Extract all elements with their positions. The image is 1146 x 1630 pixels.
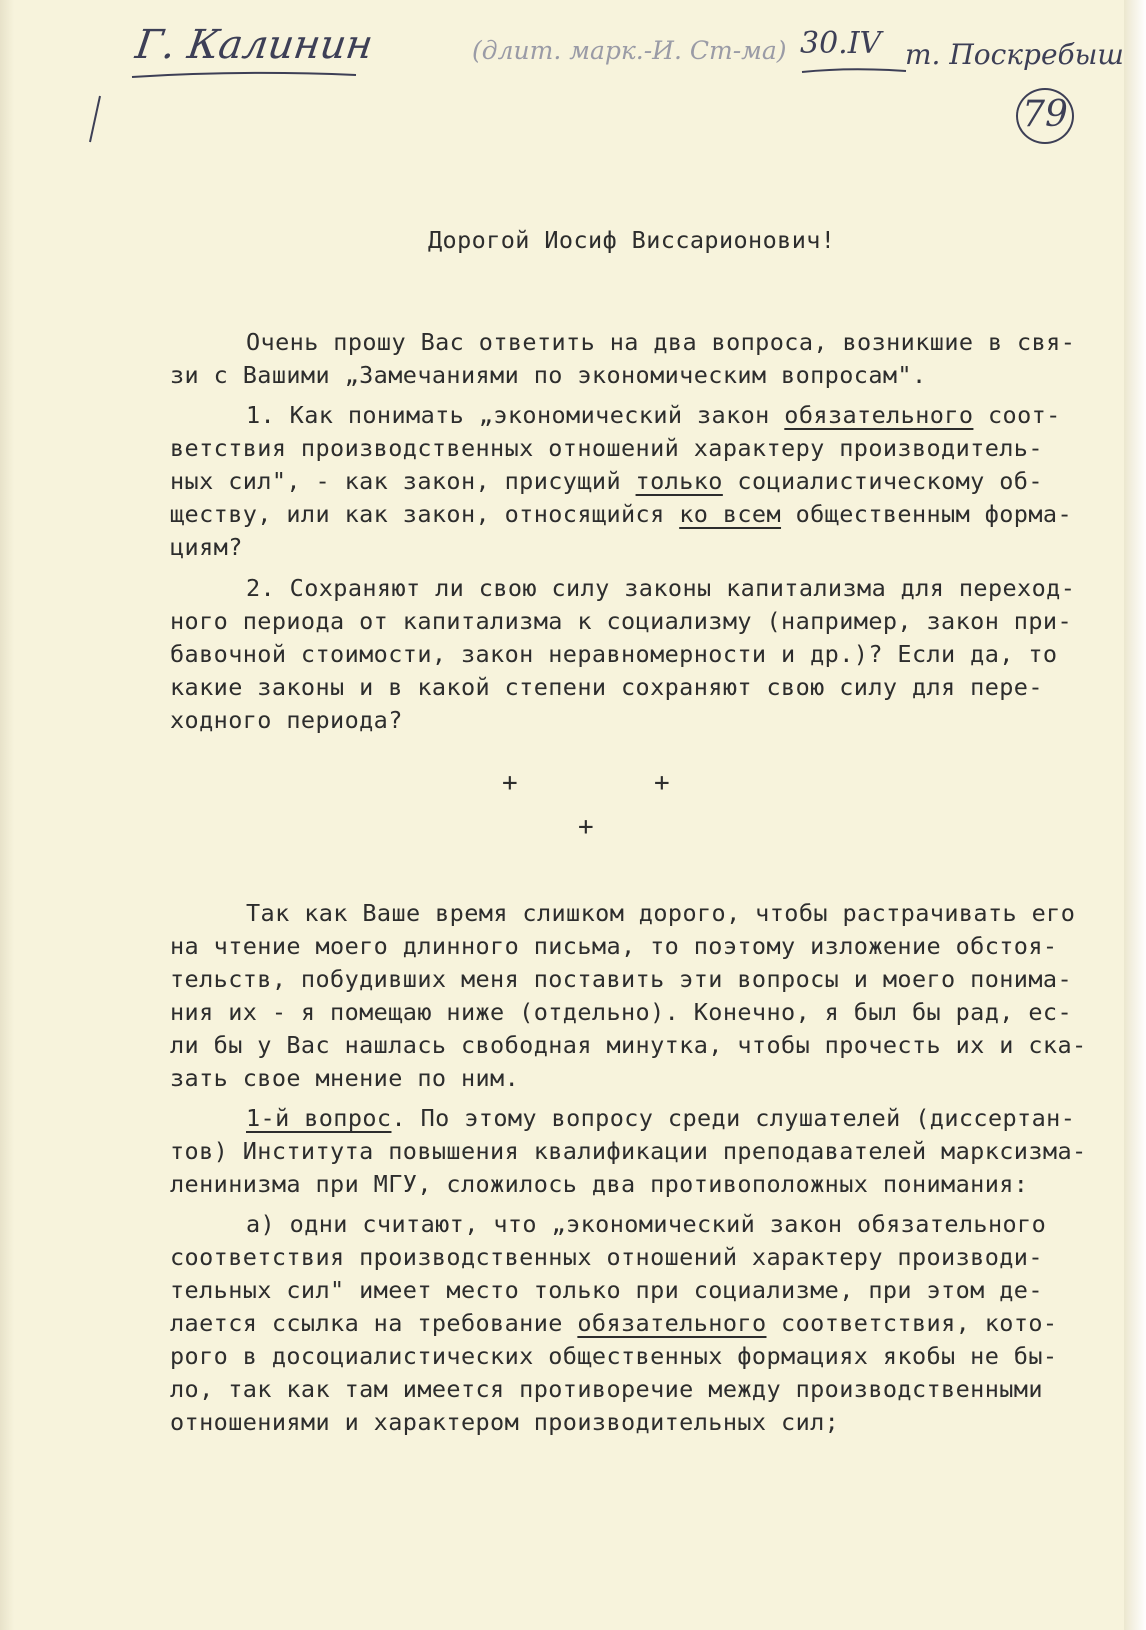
emphasis-underline: только xyxy=(635,467,723,495)
section-heading: 1-й вопрос xyxy=(246,1104,392,1132)
section-1-point-a-line-5: рого в досоциалистических общественных формациях якобы не бы- xyxy=(170,1342,1058,1370)
question-1-line-3: ных сил", - как закон, присущий только социалистическому об- xyxy=(170,467,1043,495)
section-1-line-3: ленинизма при МГУ, сложилось два противоположных понимания: xyxy=(170,1170,1029,1198)
emphasis-underline: ко всем xyxy=(679,500,782,528)
question-1-line-4: ществу, или как закон, относящийся ко всем общественным форма- xyxy=(170,500,1072,528)
question-2-line-3: бавочной стоимости, закон неравномерности и др.)? Если да, то xyxy=(170,640,1058,668)
question-2-line-5: ходного периода? xyxy=(170,706,403,734)
emphasis-underline: обязательного xyxy=(784,401,974,429)
body-line-6: зать свое мнение по ним. xyxy=(170,1064,520,1092)
separator-mark: + xyxy=(654,768,670,798)
body-line-3: тельств, побудивших меня поставить эти вопросы и моего понима- xyxy=(170,965,1072,993)
handwritten-margin-stroke xyxy=(86,94,106,146)
salutation: Дорогой Иосиф Виссарионович! xyxy=(428,226,836,254)
section-1-point-a-line-2: соответствия производственных отношений характеру производи- xyxy=(170,1243,1043,1271)
question-1-line-2: ветствия производственных отношений характеру производитель- xyxy=(170,434,1043,462)
handwritten-date: 30.IV xyxy=(800,26,882,61)
section-1-line-1: 1-й вопрос. По этому вопросу среди слушателей (диссертан- xyxy=(246,1104,1076,1132)
question-2-line-2: ного периода от капитализма к социализму (например, закон при- xyxy=(170,607,1072,635)
intro-line-1: Очень прошу Вас ответить на два вопроса, возникшие в свя- xyxy=(246,328,1076,356)
body-line-4: ния их - я помещаю ниже (отдельно). Конечно, я был бы рад, ес- xyxy=(170,998,1072,1026)
section-1-point-a-line-7: отношениями и характером производительных сил; xyxy=(170,1408,840,1436)
folio-number: 79 xyxy=(1016,88,1074,144)
body-line-5: ли бы у Вас нашлась свободная минутка, чтобы прочесть их и ска- xyxy=(170,1031,1087,1059)
handwritten-addressee: Г. Калинин xyxy=(132,22,376,68)
section-1-point-a-line-6: ло, так как там имеется противоречие между производственными xyxy=(170,1375,1043,1403)
handwritten-forward-note: т. Поскребыш xyxy=(905,38,1124,71)
question-2-line-1: 2. Сохраняют ли свою силу законы капитализма для переход- xyxy=(246,574,1076,602)
handwritten-pencil-note: (длит. марк.-И. Ст-ма) xyxy=(472,36,787,65)
body-line-2: на чтение моего длинного письма, то поэтому изложение обстоя- xyxy=(170,932,1058,960)
question-1-line-5: циям? xyxy=(170,533,243,561)
body-line-1: Так как Ваше время слишком дорого, чтобы растрачивать его xyxy=(246,899,1076,927)
emphasis-underline: обязательного xyxy=(577,1309,767,1337)
handwritten-date-underline xyxy=(800,66,910,78)
question-2-line-4: какие законы и в какой степени сохраняют свою силу для пере- xyxy=(170,673,1043,701)
section-1-point-a-line-3: тельных сил" имеет место только при социализме, при этом де- xyxy=(170,1276,1043,1304)
separator-mark: + xyxy=(578,812,594,842)
section-1-line-2: тов) Института повышения квалификации преподавателей марксизма- xyxy=(170,1137,1087,1165)
section-1-point-a-line-4: лается ссылка на требование обязательного соответствия, кото- xyxy=(170,1309,1058,1337)
question-1-line-1: 1. Как понимать „экономический закон обязательного соот- xyxy=(246,401,1061,429)
section-1-point-a-line-1: а) одни считают, что „экономический закон обязательного xyxy=(246,1210,1047,1238)
separator-mark: + xyxy=(502,768,518,798)
intro-line-2: зи с Вашими „Замечаниями по экономическим вопросам". xyxy=(170,361,927,389)
handwritten-underline xyxy=(130,68,360,82)
